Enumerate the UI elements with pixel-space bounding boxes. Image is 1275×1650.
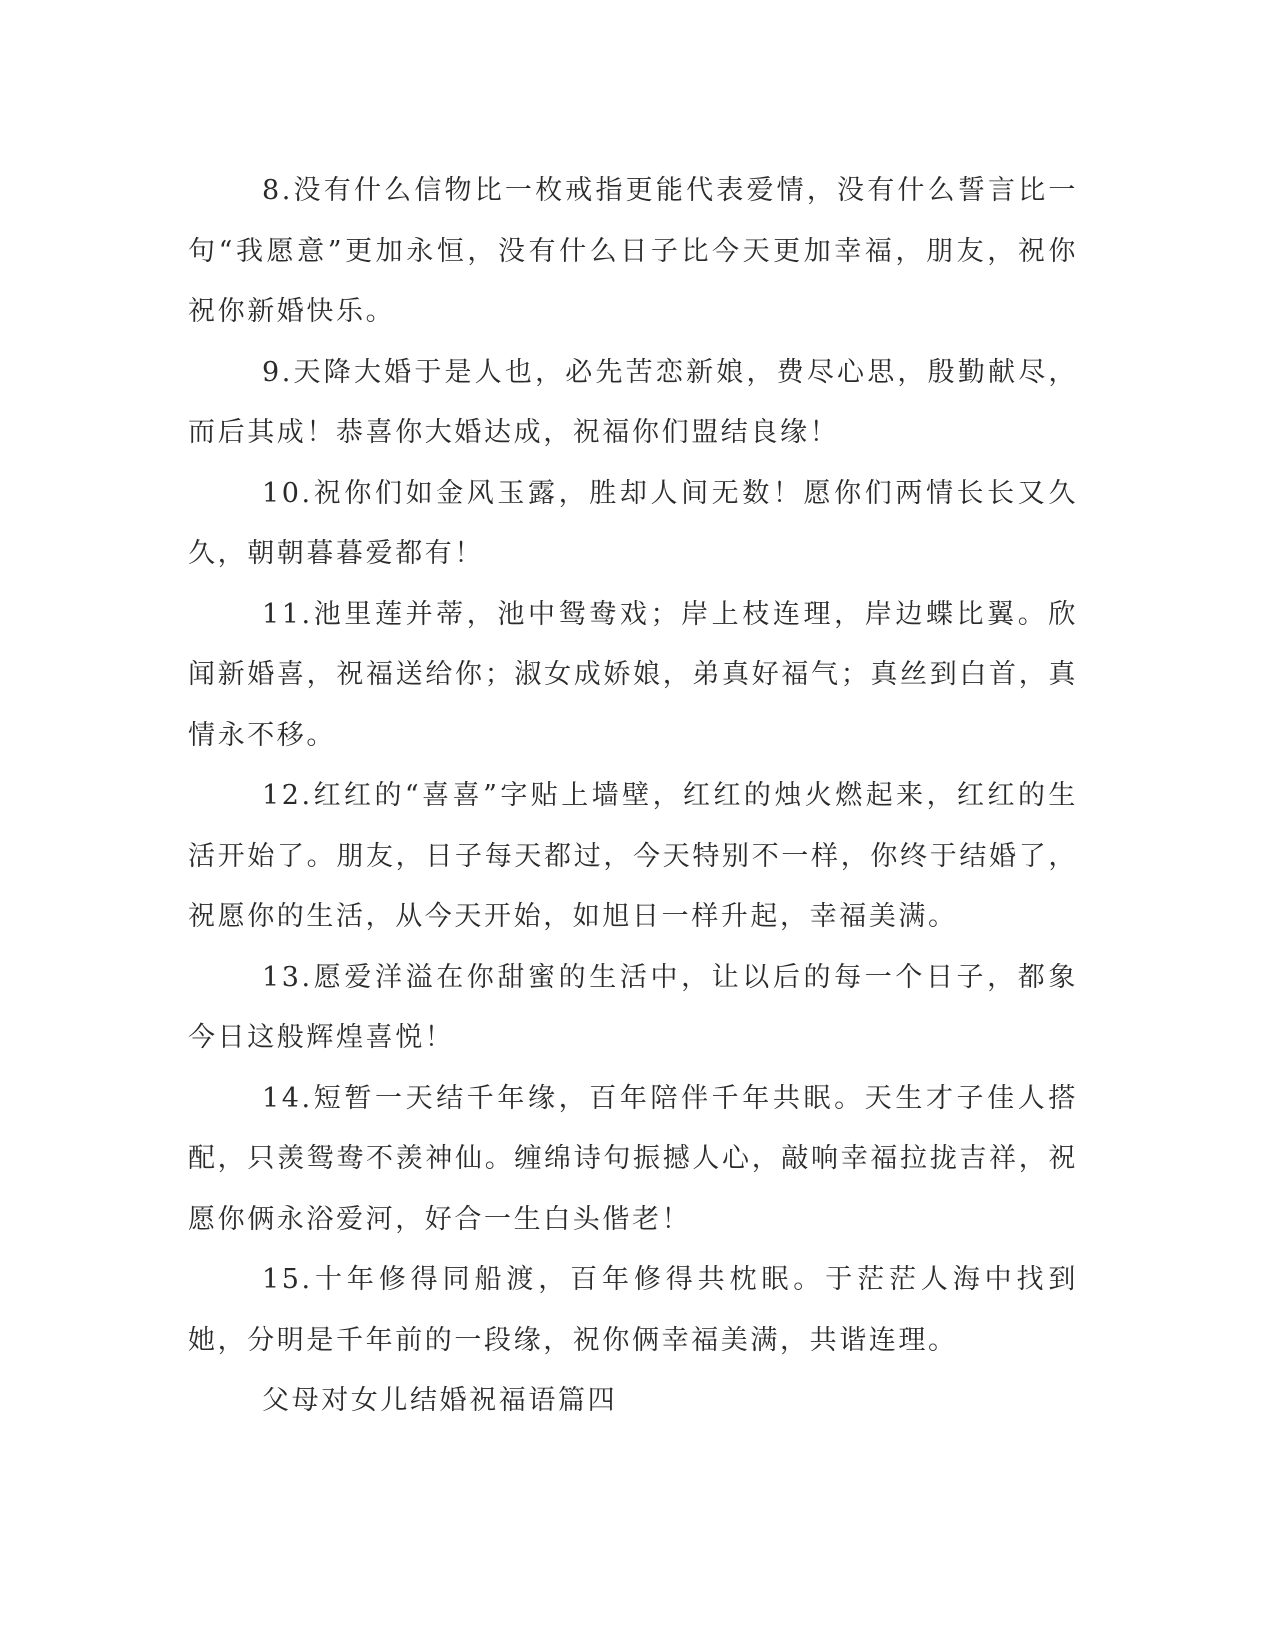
blessing-paragraph-9: 9.天降大婚于是人也，必先苦恋新娘，费尽心思，殷勤献尽，而后其成！恭喜你大婚达成，祝福你们盟结良缘！ xyxy=(188,356,1078,448)
blessing-paragraph-8: 8.没有什么信物比一枚戒指更能代表爱情，没有什么誓言比一句“我愿意”更加永恒，没有什么日子比今天更加幸福，朋友，祝你祝你新婚快乐。 xyxy=(188,175,1078,327)
blessing-paragraph-14: 14.短暂一天结千年缘，百年陪伴千年共眠。天生才子佳人搭配，只羡鸳鸯不羡神仙。缠绵诗句振撼人心，敲响幸福拉拢吉祥，祝愿你俩永浴爱河，好合一生白头偕老！ xyxy=(188,1082,1078,1235)
blessing-paragraph-11: 11.池里莲并蒂，池中鸳鸯戏；岸上枝连理，岸边蝶比翼。欣闻新婚喜，祝福送给你；淑女成娇娘，弟真好福气；真丝到白首，真情永不移。 xyxy=(188,598,1078,751)
blessing-paragraph-10: 10.祝你们如金风玉露，胜却人间无数！愿你们两情长长又久久，朝朝暮暮爱都有！ xyxy=(188,477,1078,569)
blessing-paragraph-13: 13.愿爱洋溢在你甜蜜的生活中，让以后的每一个日子，都象今日这般辉煌喜悦！ xyxy=(188,961,1078,1053)
blessing-paragraph-15: 15.十年修得同船渡，百年修得共枕眠。于茫茫人海中找到她，分明是千年前的一段缘，祝你俩幸福美满，共谐连理。 xyxy=(188,1264,1078,1356)
document-body xyxy=(188,161,1078,1432)
blessing-paragraph-12: 12.红红的“喜喜”字贴上墙壁，红红的烛火燃起来，红红的生活开始了。朋友，日子每天都过，今天特别不一样，你终于结婚了，祝愿你的生活，从今天开始，如旭日一样升起，幸福美满。 xyxy=(188,780,1078,932)
section-heading: 父母对女儿结婚祝福语篇四 xyxy=(262,1385,618,1416)
